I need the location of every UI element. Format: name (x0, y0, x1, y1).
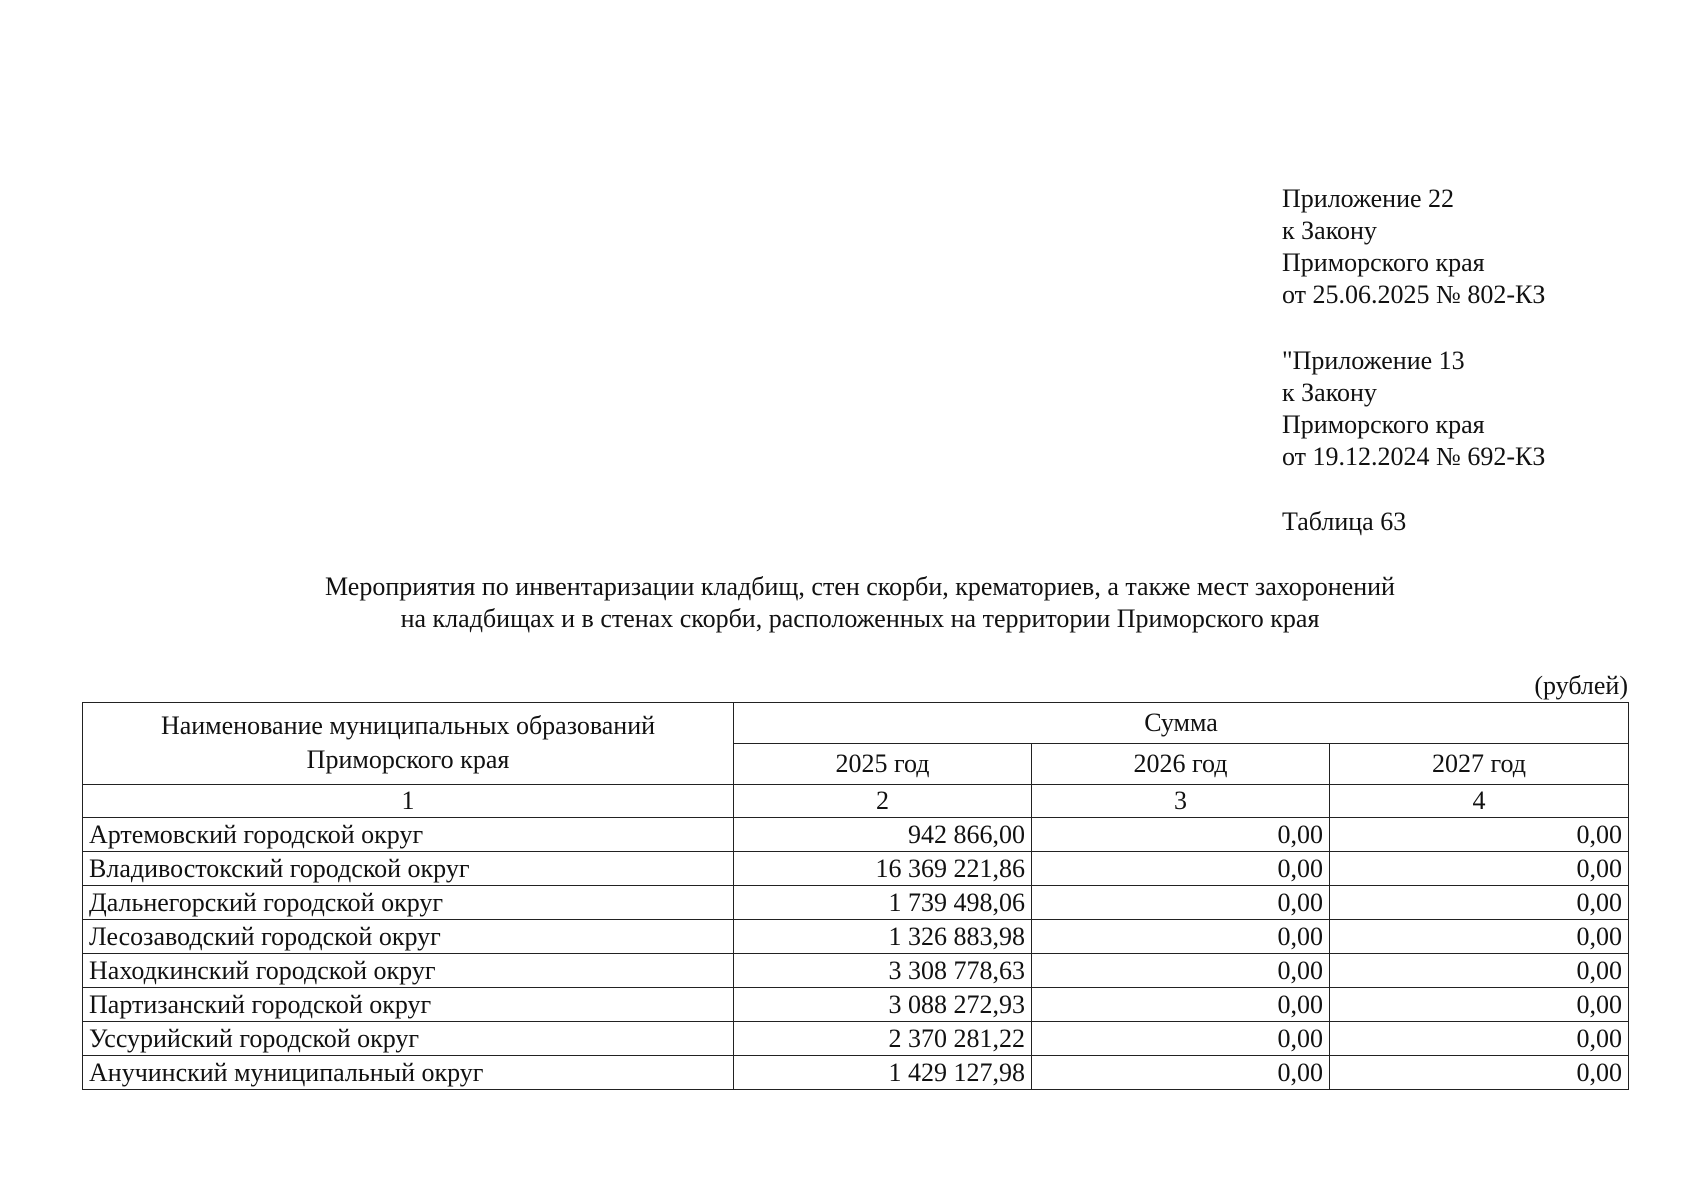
column-number-4: 4 (1330, 785, 1629, 818)
amount-2026: 0,00 (1032, 988, 1330, 1022)
amount-2027: 0,00 (1330, 954, 1629, 988)
amount-2027: 0,00 (1330, 988, 1629, 1022)
municipality-name: Партизанский городской округ (83, 988, 734, 1022)
amount-2026: 0,00 (1032, 886, 1330, 920)
annex-current-line-3: Приморского края (1282, 248, 1485, 277)
amount-2027: 0,00 (1330, 1022, 1629, 1056)
amount-2025: 3 308 778,63 (734, 954, 1032, 988)
table-row (83, 886, 1629, 920)
amount-2027: 0,00 (1330, 920, 1629, 954)
header-municipality-name: Наименование муниципальных образований Приморского края (83, 703, 734, 785)
amount-2026: 0,00 (1032, 1022, 1330, 1056)
amount-2026: 0,00 (1032, 954, 1330, 988)
column-number-row (83, 785, 1629, 818)
column-number-2: 2 (734, 785, 1032, 818)
annex-previous-line-1: "Приложение 13 (1282, 346, 1465, 375)
municipality-name: Дальнегорский городской округ (83, 886, 734, 920)
table-row (83, 1056, 1629, 1090)
amount-2025: 1 429 127,98 (734, 1056, 1032, 1090)
municipality-name: Владивостокский городской округ (83, 852, 734, 886)
municipality-name: Анучинский муниципальный округ (83, 1056, 734, 1090)
table-row (83, 920, 1629, 954)
document-title-line-2: на кладбищах и в стенах скорби, расположенных на территории Приморского края (400, 604, 1320, 633)
table-row (83, 954, 1629, 988)
amount-2027: 0,00 (1330, 818, 1629, 852)
amount-2027: 0,00 (1330, 852, 1629, 886)
table-row (83, 988, 1629, 1022)
amount-2025: 1 739 498,06 (734, 886, 1032, 920)
table-row (83, 1022, 1629, 1056)
amount-2026: 0,00 (1032, 920, 1330, 954)
annex-current-line-1: Приложение 22 (1282, 184, 1455, 213)
annex-previous-line-2: к Закону (1282, 378, 1377, 407)
header-year-2026: 2026 год (1032, 744, 1330, 785)
units-label: (рублей) (1534, 671, 1628, 700)
table-number: Таблица 63 (1282, 507, 1407, 536)
amount-2026: 0,00 (1032, 1056, 1330, 1090)
column-number-3: 3 (1032, 785, 1330, 818)
header-year-2025: 2025 год (734, 744, 1032, 785)
table-row (83, 818, 1629, 852)
annex-current-reference (1282, 183, 1545, 311)
table-row (83, 852, 1629, 886)
amount-2026: 0,00 (1032, 852, 1330, 886)
municipality-name: Находкинский городской округ (83, 954, 734, 988)
annex-previous-line-4: от 19.12.2024 № 692-КЗ (1282, 442, 1546, 471)
municipality-name: Лесозаводский городской округ (83, 920, 734, 954)
column-number-1: 1 (83, 785, 734, 818)
amount-2026: 0,00 (1032, 818, 1330, 852)
annex-current-line-4: от 25.06.2025 № 802-КЗ (1282, 280, 1546, 309)
amount-2027: 0,00 (1330, 1056, 1629, 1090)
document-title-line-1: Мероприятия по инвентаризации кладбищ, стен скорби, крематориев, а также мест захоронений (325, 572, 1395, 601)
annex-previous-reference (1282, 345, 1545, 473)
annex-current-line-2: к Закону (1282, 216, 1377, 245)
amount-2025: 16 369 221,86 (734, 852, 1032, 886)
municipality-name: Артемовский городской округ (83, 818, 734, 852)
amount-2025: 942 866,00 (734, 818, 1032, 852)
annex-previous-line-3: Приморского края (1282, 410, 1485, 439)
amount-2025: 3 088 272,93 (734, 988, 1032, 1022)
table-header-row (83, 703, 1629, 744)
header-sum: Сумма (734, 703, 1629, 744)
municipality-name: Уссурийский городской округ (83, 1022, 734, 1056)
amount-2025: 1 326 883,98 (734, 920, 1032, 954)
header-year-2027: 2027 год (1330, 744, 1629, 785)
document-title (140, 571, 1580, 635)
funding-table (82, 702, 1629, 1090)
amount-2025: 2 370 281,22 (734, 1022, 1032, 1056)
amount-2027: 0,00 (1330, 886, 1629, 920)
